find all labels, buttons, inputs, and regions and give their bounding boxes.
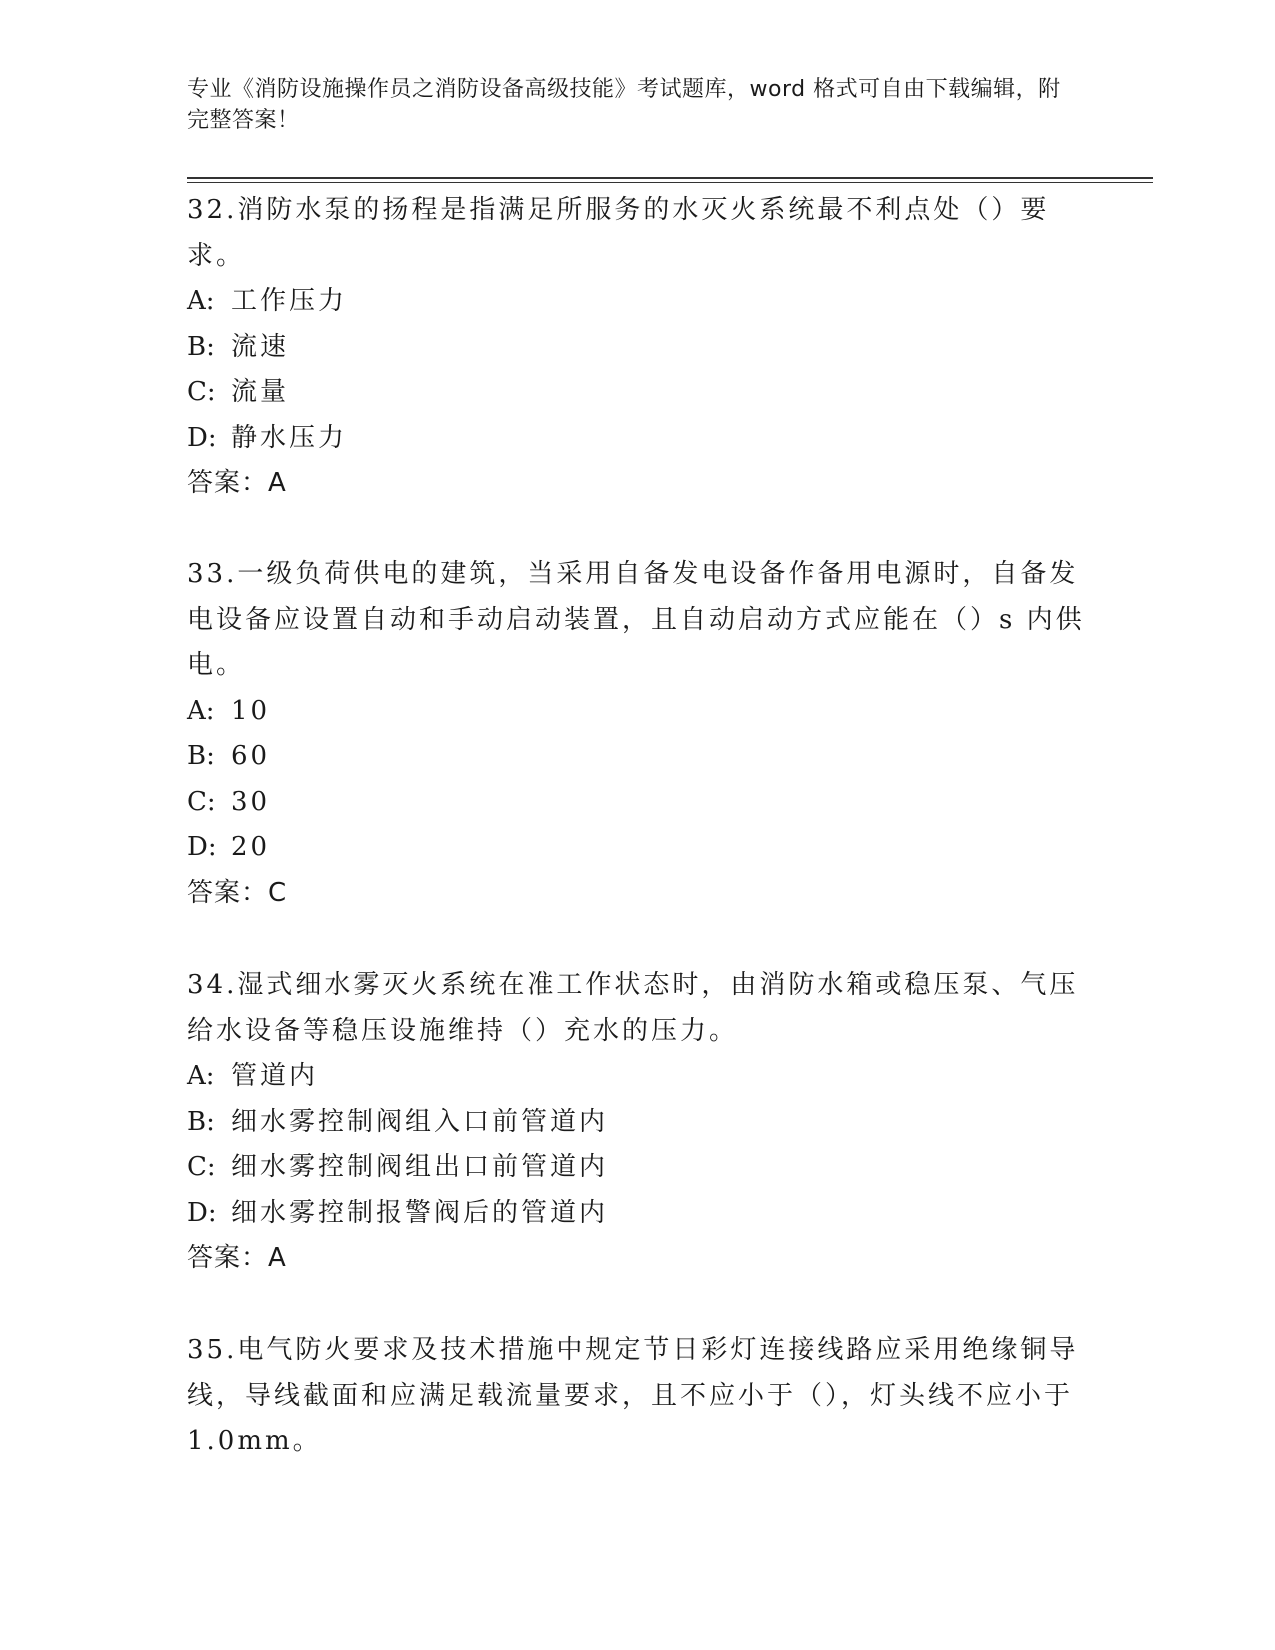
option-text: 30	[231, 786, 271, 817]
option-text: 20	[231, 832, 271, 862]
option-b	[187, 734, 1087, 780]
option-letter: C:	[187, 786, 216, 817]
option-d	[187, 1191, 1087, 1237]
question-stem: 33.一级负荷供电的建筑，当采用自备发电设备作备用电源时，自备发电设备应设置自动和手动启动装置，且自动启动方式应能在（）s 内供电。	[187, 559, 1085, 680]
option-text: 细水雾控制阀组入口前管道内	[231, 1106, 609, 1137]
answer-label: 答案：C	[187, 877, 288, 908]
option-letter: D:	[187, 422, 217, 453]
option-letter: D:	[187, 832, 217, 862]
option-letter: C:	[187, 1152, 216, 1182]
answer-label: 答案：A	[187, 1243, 287, 1273]
question-33	[187, 552, 1087, 916]
option-letter: A:	[187, 1061, 215, 1091]
option-text: 流速	[231, 331, 290, 362]
option-a	[187, 689, 1087, 735]
option-text: 60	[231, 741, 271, 771]
question-35	[187, 1328, 1087, 1465]
option-a	[187, 1054, 1087, 1100]
question-34	[187, 963, 1087, 1282]
option-text: 细水雾控制报警阀后的管道内	[231, 1197, 609, 1228]
option-text: 工作压力	[231, 286, 348, 316]
option-letter: B:	[187, 1106, 215, 1137]
option-text: 管道内	[231, 1061, 319, 1091]
question-stem: 35.电气防火要求及技术措施中规定节日彩灯连接线路应采用绝缘铜导线，导线截面和应满足载流量要求，且不应小于（），灯头线不应小于 1.0mm。	[187, 1335, 1079, 1456]
option-text: 10	[231, 695, 271, 726]
answer-label: 答案：A	[187, 468, 287, 498]
question-stem: 32.消防水泵的扬程是指满足所服务的水灭火系统最不利点处（）要求。	[187, 195, 1050, 271]
option-b	[187, 325, 1087, 371]
option-b	[187, 1100, 1087, 1146]
option-letter: A:	[187, 286, 215, 316]
header-divider	[187, 177, 1153, 179]
option-letter: B:	[187, 331, 215, 362]
question-stem: 34.湿式细水雾灭火系统在准工作状态时，由消防水箱或稳压泵、气压给水设备等稳压设施维持（）充水的压力。	[187, 970, 1079, 1046]
question-32	[187, 188, 1087, 507]
option-d	[187, 825, 1087, 871]
option-c	[187, 1145, 1087, 1191]
option-c	[187, 780, 1087, 826]
option-letter: B:	[187, 741, 215, 771]
option-letter: C:	[187, 377, 216, 407]
option-letter: A:	[187, 695, 215, 726]
option-c	[187, 370, 1087, 416]
option-text: 静水压力	[231, 422, 348, 453]
option-letter: D:	[187, 1197, 217, 1228]
option-text: 流量	[231, 377, 290, 407]
document-header: 专业《消防设施操作员之消防设备高级技能》考试题库，word 格式可自由下载编辑，附完整答案！	[187, 77, 1061, 133]
header-divider-thin	[187, 182, 1153, 183]
option-d	[187, 416, 1087, 462]
option-text: 细水雾控制阀组出口前管道内	[231, 1152, 609, 1182]
option-a	[187, 279, 1087, 325]
